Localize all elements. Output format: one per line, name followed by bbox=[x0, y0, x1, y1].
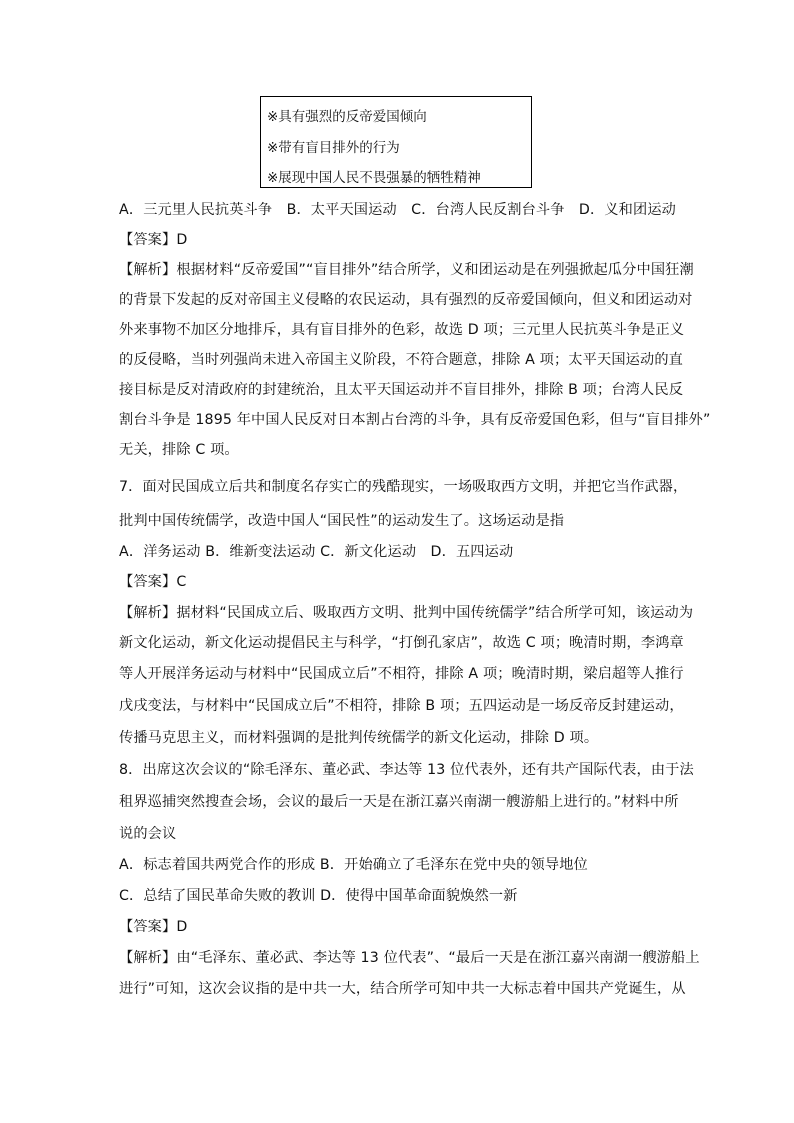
analysis-text: 割台斗争是 1895 年中国人民反对日本割占台湾的斗争，具有反帝爱国色彩，但与“盲目排外” bbox=[119, 412, 711, 428]
answer-label: 【答案】D bbox=[119, 232, 188, 248]
analysis-text: 新文化运动，新文化运动提倡民主与科学，“打倒孔家店”，故选 C 项；晚清时期，李鸿章 bbox=[119, 635, 684, 651]
analysis-text: 无关，排除 C 项。 bbox=[119, 442, 239, 458]
material-item: ※带有盲目排外的行为 bbox=[267, 140, 400, 156]
question-8-stem: 租界巡捕突然搜查会场，会议的最后一天是在浙江嘉兴南湖一艘游船上进行的。”材料中所 bbox=[119, 794, 679, 810]
analysis-text: 【解析】由“毛泽东、董必武、李达等 13 位代表”、“最后一天是在浙江嘉兴南湖一艘游船上 bbox=[119, 950, 700, 966]
analysis-text: 的背景下发起的反对帝国主义侵略的农民运动，具有强烈的反帝爱国倾向，但义和团运动对 bbox=[119, 292, 693, 308]
analysis-text: 进行”可知，这次会议指的是中共一大，结合所学可知中共一大标志着中国共产党诞生，从 bbox=[119, 981, 686, 997]
question-8-stem: 说的会议 bbox=[119, 826, 177, 842]
question-8-option: A．标志着国共两党合作的形成 B．开始确立了毛泽东在党中央的领导地位 bbox=[119, 857, 588, 873]
question-7-stem: 批判中国传统儒学，改造中国人“国民性”的运动发生了。这场运动是指 bbox=[119, 513, 565, 529]
answer-label: 【答案】D bbox=[119, 919, 188, 935]
analysis-text: 外来事物不加区分地排斥，具有盲目排外的色彩，故选 D 项；三元里人民抗英斗争是正义 bbox=[119, 322, 685, 338]
question-8-option: C．总结了国民革命失败的教训 D．使得中国革命面貌焕然一新 bbox=[119, 888, 518, 904]
answer-label: 【答案】C bbox=[119, 574, 187, 590]
question-6-options: A．三元里人民抗英斗争 B．太平天国运动 C．台湾人民反割台斗争 D．义和团运动 bbox=[119, 202, 677, 218]
material-item: ※具有强烈的反帝爱国倾向 bbox=[267, 109, 427, 125]
question-7-options: A．洋务运动 B．维新变法运动 C．新文化运动 D．五四运动 bbox=[119, 544, 514, 560]
question-7-stem: 7．面对民国成立后共和制度名存实亡的残酷现实，一场吸取西方文明，并把它当作武器， bbox=[119, 479, 688, 495]
analysis-text: 【解析】据材料“民国成立后、吸取西方文明、批判中国传统儒学”结合所学可知，该运动为 bbox=[119, 605, 694, 621]
question-8-stem: 8．出席这次会议的“除毛泽东、董必武、李达等 13 位代表外，还有共产国际代表，由于法 bbox=[119, 762, 694, 778]
analysis-text: 接目标是反对清政府的封建统治，且太平天国运动并不盲目排外，排除 B 项；台湾人民反 bbox=[119, 382, 684, 398]
analysis-text: 戊戌变法，与材料中“民国成立后”不相符，排除 B 项；五四运动是一场反帝反封建运动， bbox=[119, 698, 684, 714]
material-item: ※展现中国人民不畏强暴的牺牲精神 bbox=[267, 170, 481, 186]
analysis-text: 传播马克思主义，而材料强调的是批判传统儒学的新文化运动，排除 D 项。 bbox=[119, 730, 599, 746]
analysis-text: 等人开展洋务运动与材料中“民国成立后”不相符，排除 A 项；晚清时期，梁启超等人推行 bbox=[119, 666, 684, 682]
material-box bbox=[260, 96, 532, 188]
analysis-text: 的反侵略，当时列强尚未进入帝国主义阶段，不符合题意，排除 A 项；太平天国运动的直 bbox=[119, 352, 684, 368]
analysis-text: 【解析】根据材料“反帝爱国”“盲目排外”结合所学，义和团运动是在列强掀起瓜分中国狂潮 bbox=[119, 262, 694, 278]
